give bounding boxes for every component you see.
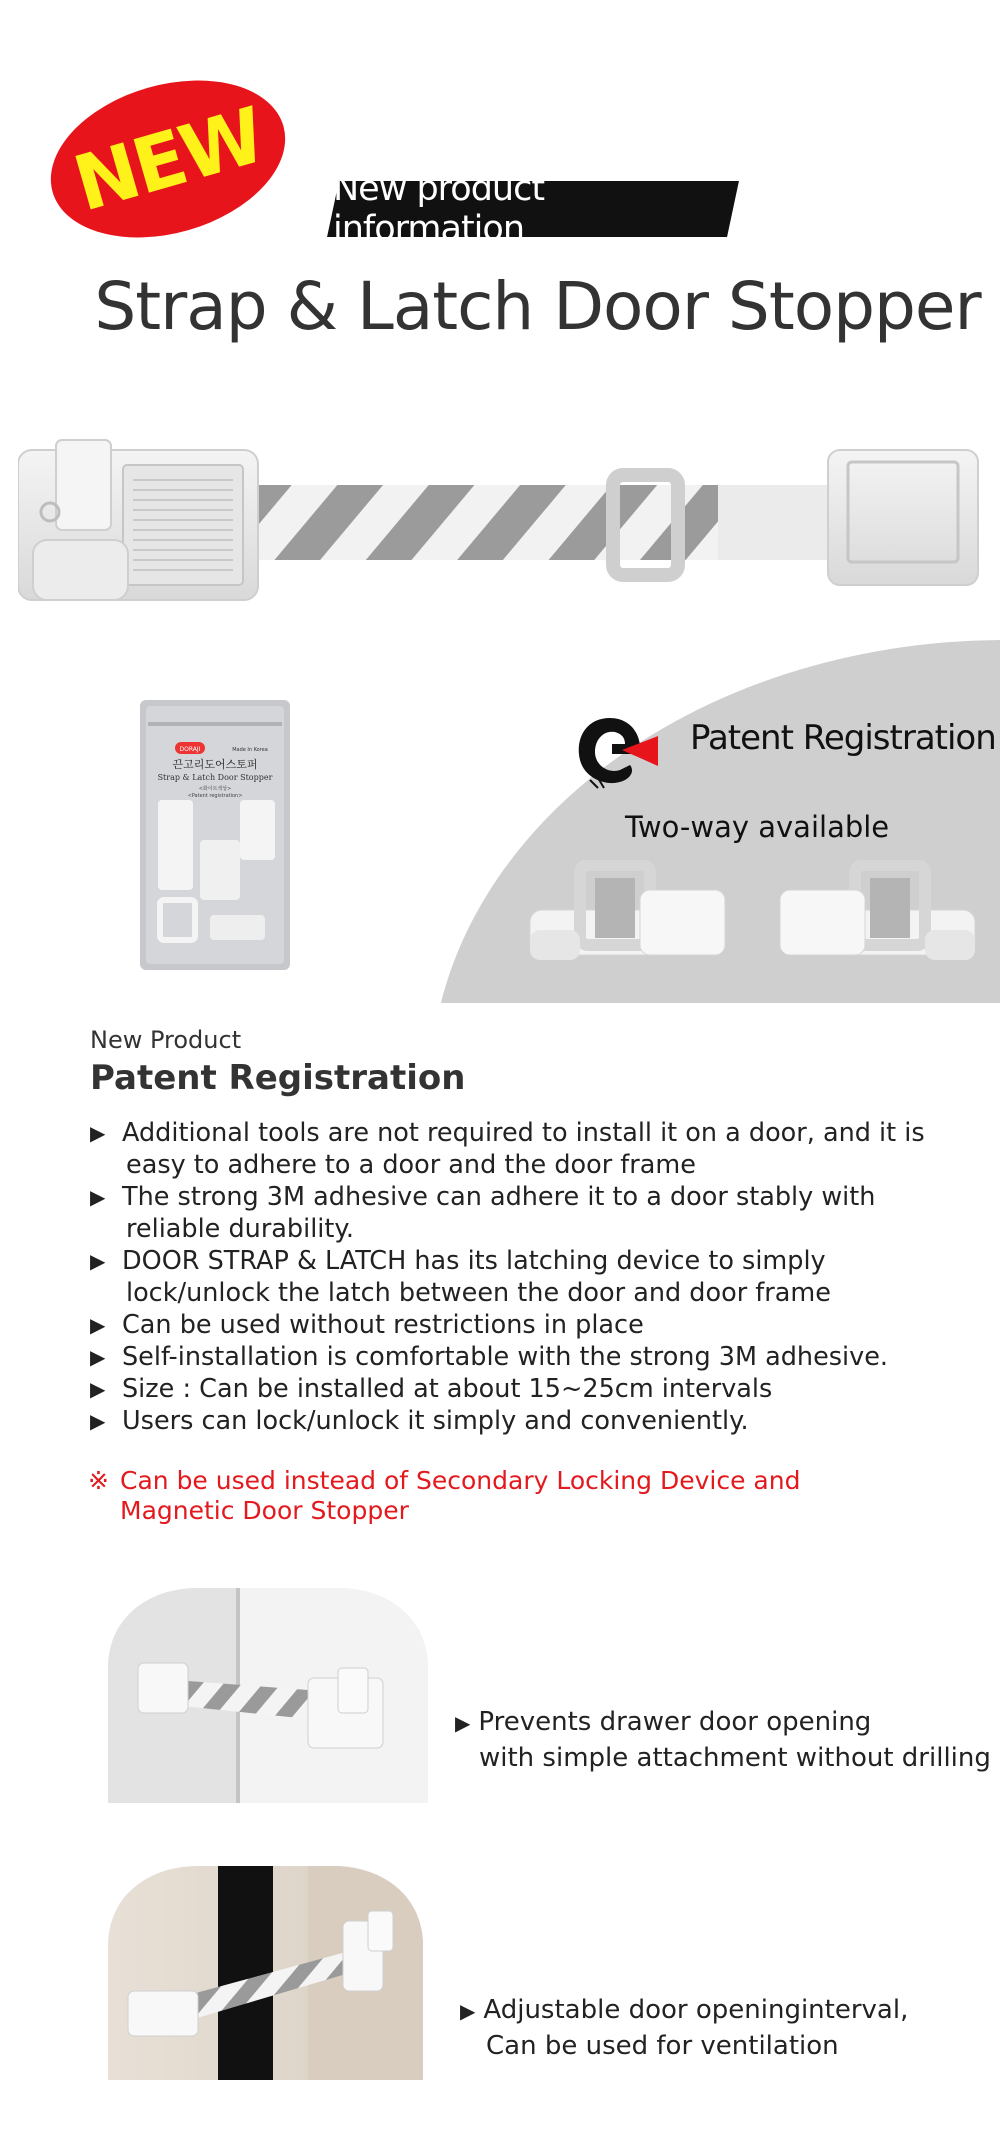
package-type-note: <화이트색상> xyxy=(198,786,232,792)
package-made-in: Made In Korea xyxy=(232,747,268,753)
package-patent-note: <Patent registration> xyxy=(187,793,243,799)
feature-text-cont: reliable durability. xyxy=(126,1214,354,1244)
two-way-label: Two-way available xyxy=(625,810,890,844)
door-caption-text: Adjustable door openinginterval, xyxy=(483,1995,909,2025)
bullet-icon: ▶ xyxy=(90,1121,106,1145)
bullet-icon: ▶ xyxy=(90,1409,106,1433)
drawer-caption xyxy=(455,1705,991,1776)
feature-item xyxy=(90,1341,970,1373)
package-korean-name: 끈고리도어스토퍼 xyxy=(172,758,258,771)
drawer-photo xyxy=(108,1588,428,1803)
package-brand: DORAJI xyxy=(179,746,201,753)
feature-text-cont: easy to adhere to a door and the door frame xyxy=(126,1150,696,1180)
section-heading: Patent Registration xyxy=(90,1058,466,1098)
feature-item xyxy=(90,1405,970,1437)
new-badge xyxy=(32,55,303,263)
feature-item xyxy=(90,1309,970,1341)
product-strap-image xyxy=(18,430,983,610)
feature-text: Self-installation is comfortable with the strong 3M adhesive. xyxy=(122,1342,889,1372)
usage-note xyxy=(88,1466,968,1526)
bullet-icon: ▶ xyxy=(90,1249,106,1273)
bullet-icon: ▶ xyxy=(455,1711,471,1735)
feature-item xyxy=(90,1117,970,1181)
bullet-icon: ▶ xyxy=(90,1345,106,1369)
bullet-icon: ▶ xyxy=(90,1377,106,1401)
package-name: Strap & Latch Door Stopper xyxy=(157,773,273,782)
feature-item xyxy=(90,1373,970,1405)
info-tag-text: New product information xyxy=(333,169,545,249)
feature-text: DOOR STRAP & LATCH has its latching device to simply xyxy=(122,1246,826,1276)
note-text-cont: Magnetic Door Stopper xyxy=(120,1496,409,1525)
drawer-caption-text-cont: with simple attachment without drilling xyxy=(479,1743,991,1773)
drawer-caption-text: Prevents drawer door opening xyxy=(478,1707,872,1737)
feature-item xyxy=(90,1181,970,1245)
bullet-icon: ▶ xyxy=(460,1999,476,2023)
page-title: Strap & Latch Door Stopper xyxy=(94,268,981,345)
note-mark-icon: ※ xyxy=(88,1466,109,1495)
door-caption-text-cont: Can be used for ventilation xyxy=(486,2031,839,2061)
door-caption xyxy=(460,1993,908,2064)
bullet-icon: ▶ xyxy=(90,1313,106,1337)
feature-list xyxy=(90,1117,970,1437)
new-badge-text: NEW xyxy=(64,89,272,229)
feature-text: The strong 3M adhesive can adhere it to a door stably with xyxy=(122,1182,876,1212)
feature-text-cont: lock/unlock the latch between the door and door frame xyxy=(126,1278,831,1308)
feature-text: Users can lock/unlock it simply and conveniently. xyxy=(122,1406,749,1436)
latch-right-image xyxy=(775,860,985,970)
section-label: New Product xyxy=(90,1026,242,1054)
patent-heading: Patent Registration xyxy=(690,718,996,758)
patent-logo-icon xyxy=(570,710,660,790)
feature-text: Additional tools are not required to install it on a door, and it is xyxy=(122,1118,925,1148)
latch-left-image xyxy=(520,860,730,970)
feature-item xyxy=(90,1245,970,1309)
new-product-info-tag xyxy=(327,169,739,249)
door-photo xyxy=(108,1866,423,2080)
bullet-icon: ▶ xyxy=(90,1185,106,1209)
feature-text: Size : Can be installed at about 15~25cm intervals xyxy=(122,1374,773,1404)
feature-text: Can be used without restrictions in place xyxy=(122,1310,644,1340)
note-text: Can be used instead of Secondary Locking Device and xyxy=(120,1466,801,1495)
